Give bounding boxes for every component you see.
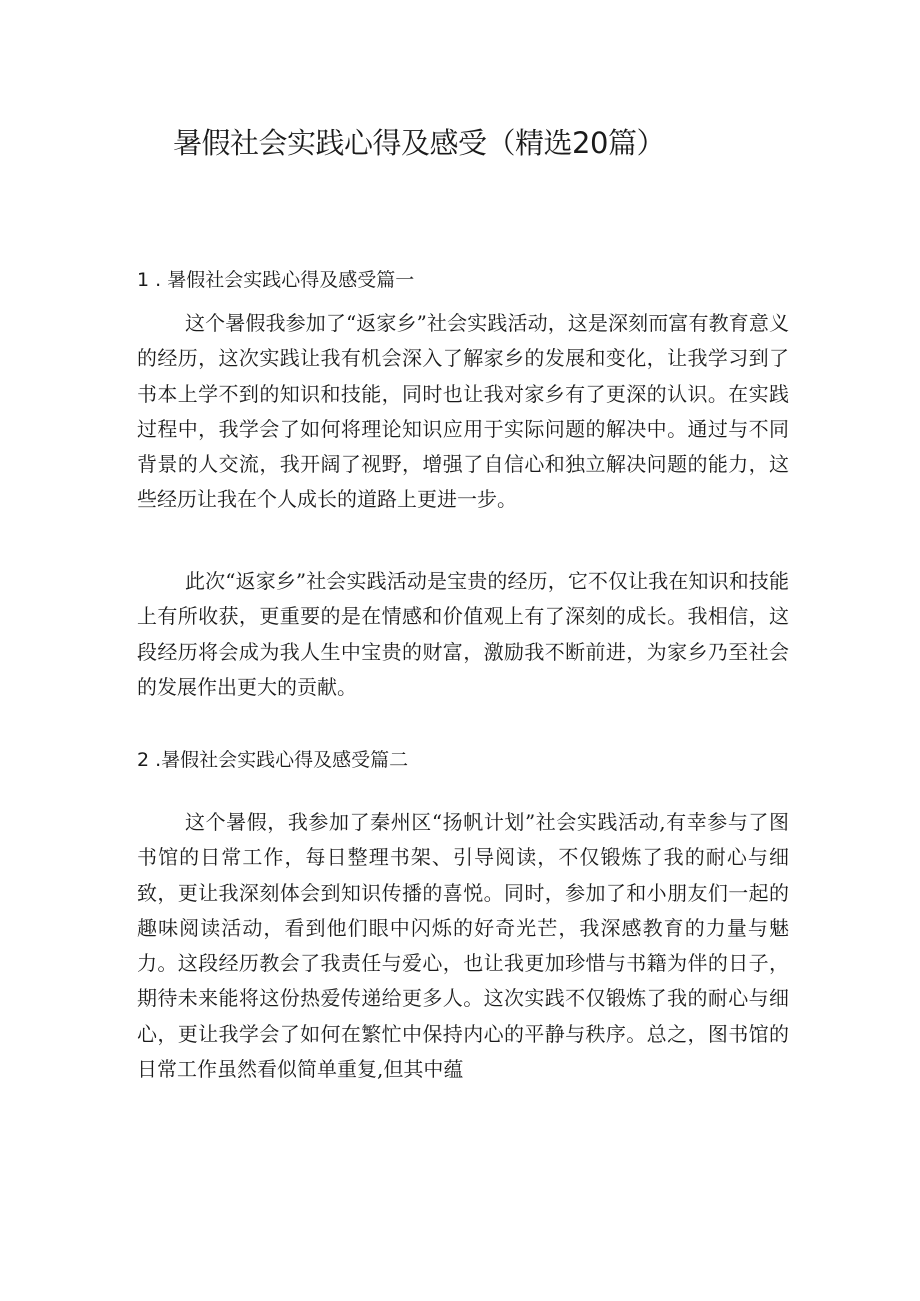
section-2-heading: 2 .暑假社会实践心得及感受篇二: [137, 749, 409, 771]
section-1-paragraph-1: 这个暑假我参加了“返家乡”社会实践活动，这是深刻而富有教育意义的经历，这次实践让我有机会深入了解家乡的发展和变化，让我学习到了书本上学不到的知识和技能，同时也让我对家乡有了更深的认识。在实践过程中，我学会了如何将理论知识应用于实际问题的解决中。通过与不同背景的人交流，我开阔了视野，增强了自信心和独立解决问题的能力，这些经历让我在个人成长的道路上更进一步。: [137, 311, 789, 512]
section-1-heading: 1 . 暑假社会实践心得及感受篇一: [137, 269, 415, 291]
document-title: 暑假社会实践心得及感受（精选20篇）: [173, 126, 665, 160]
section-1-paragraph-2: 此次“返家乡”社会实践活动是宝贵的经历，它不仅让我在知识和技能上有所收获，更重要的是在情感和价值观上有了深刻的成长。我相信，这段经历将会成为我人生中宝贵的财富，激励我不断前进，为家乡乃至社会的发展作出更大的贡献。: [137, 569, 789, 699]
section-2-paragraph-1: 这个暑假，我参加了秦州区“扬帆计划”社会实践活动,有幸参与了图书馆的日常工作，每日整理书架、引导阅读，不仅锻炼了我的耐心与细致，更让我深刻体会到知识传播的喜悦。同时，参加了和小朋友们一起的趣味阅读活动，看到他们眼中闪烁的好奇光芒，我深感教育的力量与魅力。这段经历教会了我责任与爱心，也让我更加珍惜与书籍为伴的日子，期待未来能将这份热爱传递给更多人。这次实践不仅锻炼了我的耐心与细心，更让我学会了如何在繁忙中保持内心的平静与秩序。总之，图书馆的日常工作虽然看似简单重复,但其中蕴: [137, 810, 789, 1082]
